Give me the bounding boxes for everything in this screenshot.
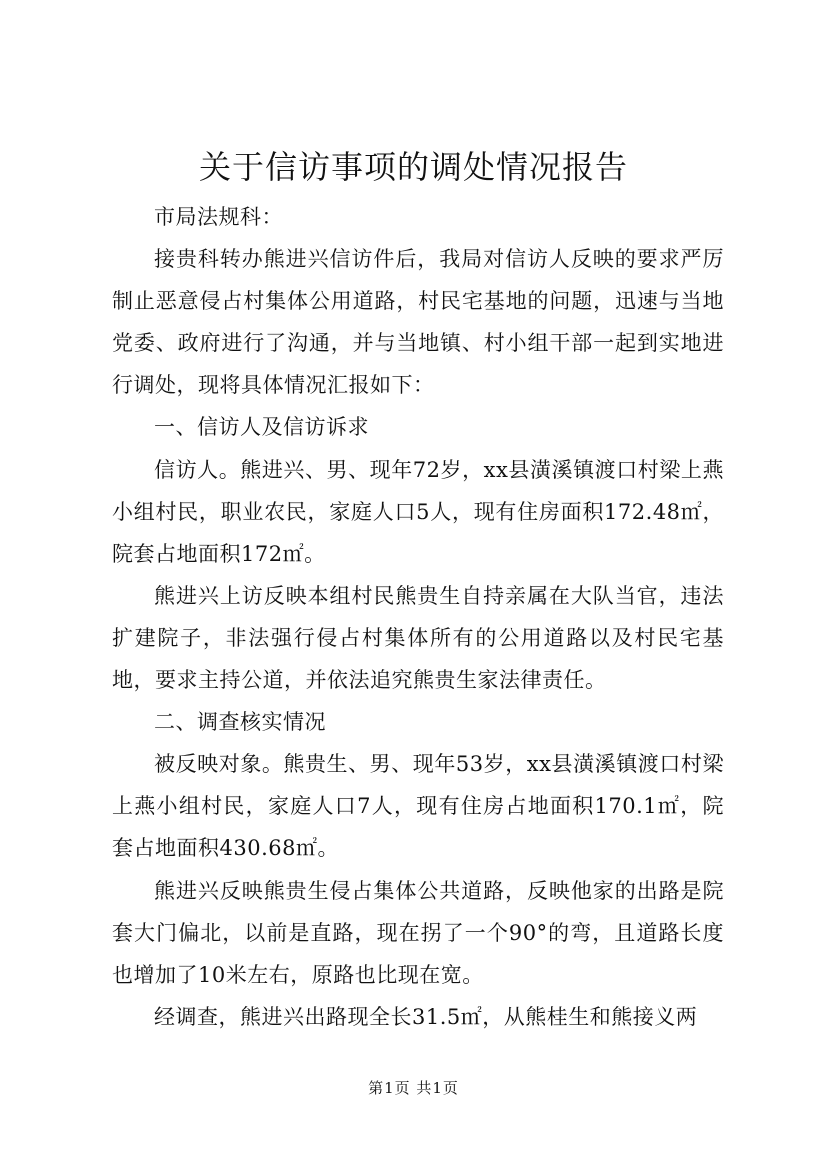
document-body — [112, 196, 724, 1038]
paragraph-petitioner: 信访人。熊进兴、男、现年72岁，xx县潢溪镇渡口村梁上燕小组村民，职业农民，家庭人口5人，现有住房面积172.48㎡，院套占地面积172㎡。 — [112, 457, 724, 566]
paragraph-petition-claims: 熊进兴上访反映本组村民熊贵生自持亲属在大队当官，违法扩建院子，非法强行侵占村集体所有的公用道路以及村民宅基地，要求主持公道，并依法追究熊贵生家法律责任。 — [112, 583, 724, 693]
paragraph-intro: 接贵科转办熊进兴信访件后，我局对信访人反映的要求严厉制止恶意侵占村集体公用道路，村民宅基地的问题，迅速与当地党委、政府进行了沟通，并与当地镇、村小组干部一起到实地进行调处，现将具体情况汇报如下： — [112, 247, 724, 398]
paragraph-investigation: 经调查，熊进兴出路现全长31.5㎡，从熊桂生和熊接义两 — [154, 1004, 698, 1029]
salutation: 市局法规科： — [154, 205, 283, 229]
section-heading-1: 一、信访人及信访诉求 — [154, 415, 369, 440]
section-heading-2: 二、调查核实情况 — [154, 710, 326, 735]
paragraph-road-claim: 熊进兴反映熊贵生侵占集体公共道路，反映他家的出路是院套大门偏北，以前是直路，现在拐了一个90°的弯，且道路长度也增加了10米左右，原路也比现在宽。 — [112, 878, 724, 987]
paragraph-respondent: 被反映对象。熊贵生、男、现年53岁，xx县潢溪镇渡口村梁上燕小组村民，家庭人口7人，现有住房占地面积170.1㎡，院套占地面积430.68㎡。 — [112, 752, 724, 861]
document-title: 关于信访事项的调处情况报告 — [198, 148, 628, 186]
page-footer: 第1页 共1页 — [368, 1079, 459, 1097]
